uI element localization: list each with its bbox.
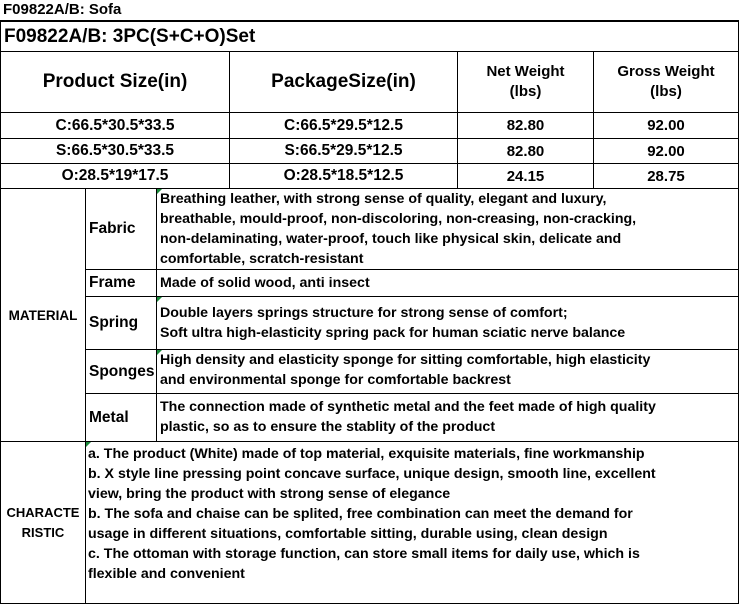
row-gross-weight: 92.00 (647, 142, 685, 160)
row-package-size: S:66.5*29.5*12.5 (284, 142, 403, 159)
header-product-size: Product Size(in) (42, 71, 188, 92)
material-name-sponges: Sponges (89, 362, 155, 380)
material-text-fabric: Breathing leather, with strong sense of quality, elegant and luxury, breathable, mould-proof, non-discoloring, non-creasing, non-cracking, non-delaminating, water-proof, touch like physical skin, delicate and comfortable, scratch-resistant (160, 191, 637, 267)
row-net-weight: 82.80 (506, 142, 545, 160)
set-title: F09822A/B: 3PC(S+C+O)Set (4, 25, 256, 47)
header-net-weight: Net Weight (lbs) (486, 63, 565, 100)
material-text-metal: The connection made of synthetic metal and the feet made of high quality plastic, so as to ensure the stablity of the product (160, 399, 656, 435)
characteristic-text: a. The product (White) made of top material, exquisite materials, fine workmanship b. X style line pressing point concave surface, unique design, smooth line, excellent view, bring the product with strong sense of elegance b. The sofa and chaise can be splited, free combination can meet the demand for usage in different situations, comfortable sitting, durable using, clean design c. The ottoman with storage function, can store small items for daily use, which is flexible and convenient (88, 446, 656, 582)
document-title: F09822A/B: Sofa (3, 1, 122, 18)
material-name-fabric: Fabric (89, 220, 136, 237)
characteristic-label: CHARACTE RISTIC (6, 504, 80, 540)
row-product-size: C:66.5*30.5*33.5 (55, 116, 175, 134)
material-label: MATERIAL (8, 307, 78, 323)
material-text-spring: Double layers springs structure for strong sense of comfort; Soft ultra high-elasticity spring pack for human sciatic nerve balance (160, 305, 626, 341)
row-gross-weight: 92.00 (647, 117, 685, 134)
row-product-size: O:28.5*19*17.5 (61, 167, 169, 184)
material-name-spring: Spring (89, 314, 139, 331)
row-net-weight: 82.80 (506, 117, 545, 134)
row-package-size: C:66.5*29.5*12.5 (284, 116, 403, 134)
cell-marker-icon (157, 297, 162, 302)
header-package-size: PackageSize(in) (271, 71, 416, 92)
material-text-frame: Made of solid wood, anti insect (160, 275, 370, 291)
row-net-weight: 24.15 (506, 167, 545, 185)
material-name-frame: Frame (89, 274, 136, 291)
row-product-size: S:66.5*30.5*33.5 (55, 142, 175, 159)
material-text-sponges: High density and elasticity sponge for sitting comfortable, high elasticity and environmental sponge for comfortable backrest (160, 352, 651, 388)
header-gross-weight: Gross Weight (lbs) (617, 63, 715, 100)
row-gross-weight: 28.75 (647, 167, 685, 185)
material-name-metal: Metal (89, 408, 129, 426)
row-package-size: O:28.5*18.5*12.5 (283, 167, 404, 184)
